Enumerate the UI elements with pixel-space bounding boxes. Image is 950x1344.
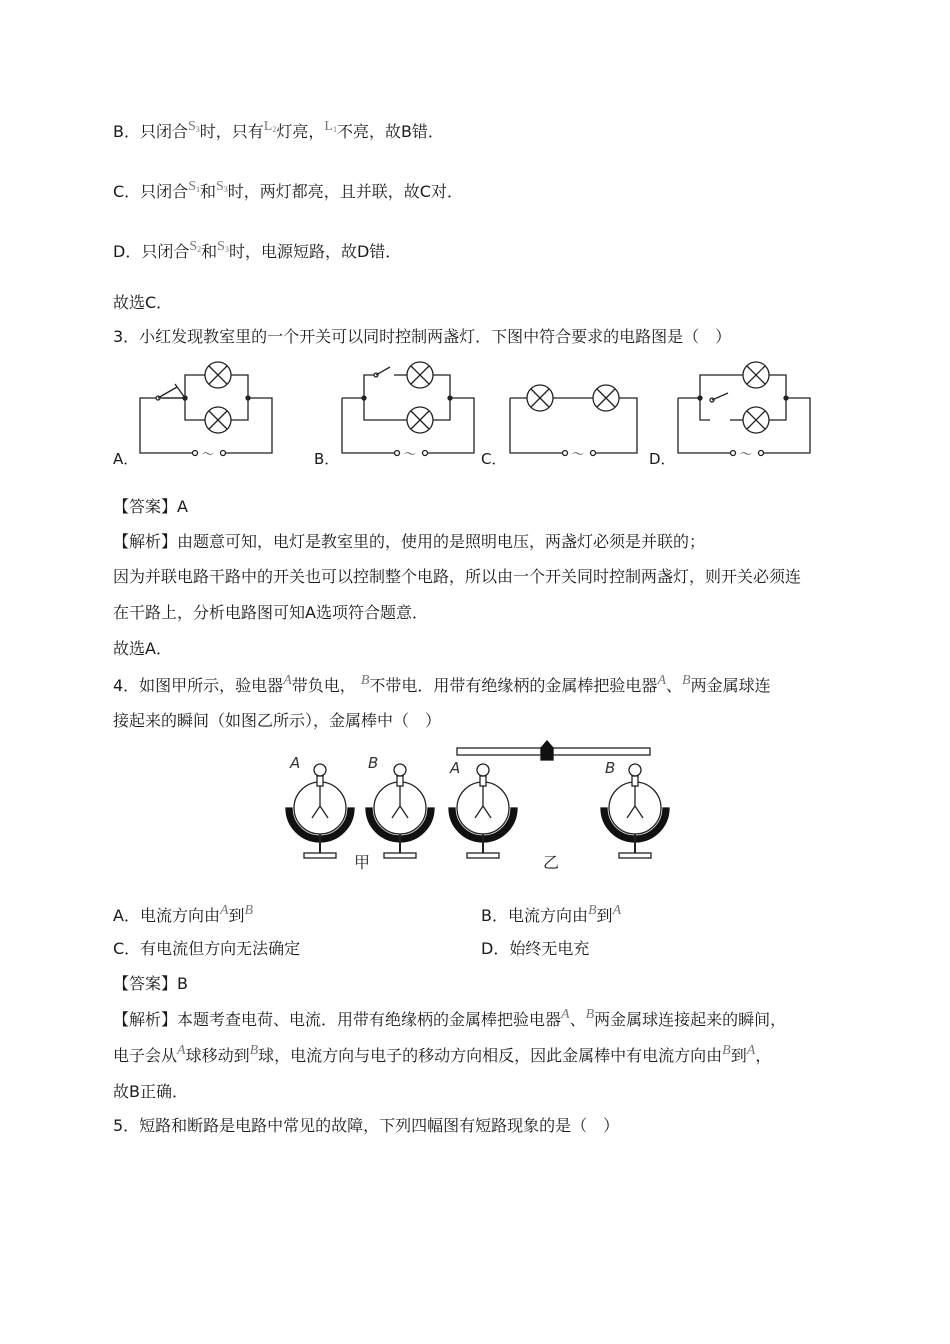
label-a-jia: A	[290, 754, 301, 772]
insulating-handle	[541, 741, 553, 760]
circuit-d	[678, 362, 810, 461]
svg-text:～: ～	[740, 447, 753, 461]
option-b-explanation: B．只闭合$S_3$时，只有$L_2$灯亮，$L_1$不亮，故B错．	[113, 119, 444, 141]
yi-electroscope-a	[449, 764, 517, 858]
jia-electroscope-b	[366, 764, 434, 858]
svg-text:～: ～	[404, 447, 417, 461]
q4-conclusion: 故B正确．	[113, 1082, 188, 1101]
svg-text:～: ～	[202, 447, 215, 461]
q3-analysis-1: 【解析】由题意可知，电灯是教室里的，使用的是照明电压，两盏灯必须是并联的；	[113, 532, 706, 551]
q3-question: 3．小红发现教室里的一个开关可以同时控制两盏灯．下图中符合要求的电路图是（ ）	[113, 327, 732, 346]
label-jia: 甲	[354, 853, 371, 872]
option-c-explanation: C．只闭合$S_1$和$S_3$时，两灯都亮，且并联，故C对．	[113, 179, 463, 201]
q3-circuit-figures	[110, 350, 840, 470]
circuit-a	[140, 362, 272, 461]
q4-option-b: B．电流方向由B到A	[481, 903, 622, 925]
jia-electroscope-a	[286, 764, 354, 858]
label-b-yi: B	[605, 759, 616, 777]
svg-text:～: ～	[572, 447, 585, 461]
circuit-c	[510, 385, 637, 461]
label-yi: 乙	[543, 853, 560, 872]
q3-option-b: B．	[314, 450, 340, 468]
circuit-b	[342, 362, 474, 461]
q4-question-line1: 4．如图甲所示，验电器A带负电， B不带电．用带有绝缘柄的金属棒把验电器A、B两金属球连	[113, 673, 771, 695]
q3-analysis-3: 在干路上，分析电路图可知A选项符合题意．	[113, 603, 428, 622]
q3-conclusion: 故选A．	[113, 639, 172, 658]
option-d-explanation: D．只闭合$S_2$和$S_3$时，电源短路，故D错．	[113, 239, 402, 261]
prev-conclusion: 故选C．	[113, 293, 173, 312]
q3-option-a: A．	[113, 450, 139, 468]
q4-option-a: A．电流方向由A到B	[113, 903, 254, 925]
q4-option-d: D．始终无电充	[481, 939, 590, 958]
q5-question: 5．短路和断路是电路中常见的故障，下列四幅图有短路现象的是（ ）	[113, 1116, 620, 1135]
electroscope-figure	[280, 738, 670, 878]
q3-answer: 【答案】A	[113, 497, 188, 516]
q3-option-d: D．	[649, 450, 676, 468]
q4-analysis-2: 电子会从A球移动到B球，电流方向与电子的移动方向相反，因此金属棒中有电流方向由B到A，	[113, 1043, 772, 1065]
q3-analysis-2: 因为并联电路干路中的开关也可以控制整个电路，所以由一个开关同时控制两盏灯，则开关必须连	[113, 567, 802, 586]
q4-answer: 【答案】B	[113, 974, 188, 993]
q4-option-c: C．有电流但方向无法确定	[113, 939, 301, 958]
yi-electroscope-b	[601, 764, 669, 858]
q3-option-c: C．	[481, 450, 507, 468]
q4-analysis-1: 【解析】本题考查电荷、电流．用带有绝缘柄的金属棒把验电器A、B两金属球连接起来的瞬间，	[113, 1007, 787, 1029]
label-b-jia: B	[368, 754, 379, 772]
label-a-yi: A	[450, 759, 461, 777]
q4-question-line2: 接起来的瞬间（如图乙所示），金属棒中（ ）	[113, 711, 442, 730]
